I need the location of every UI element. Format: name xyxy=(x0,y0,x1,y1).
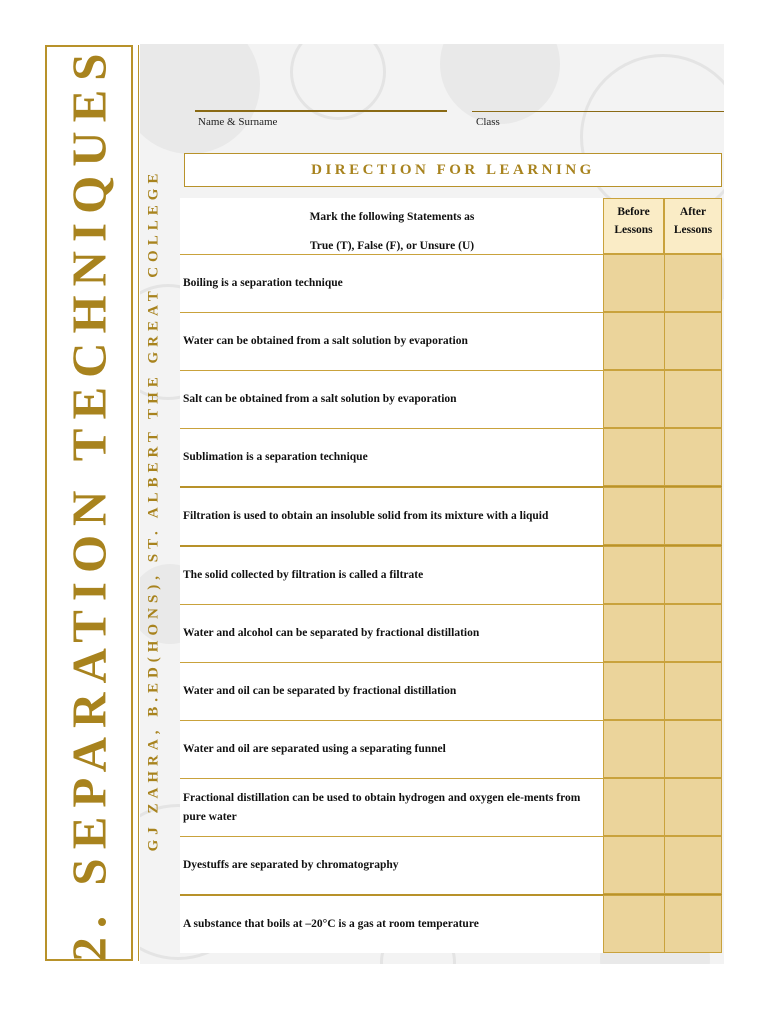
statement-text: Boiling is a separation technique xyxy=(183,277,343,289)
after-answer-cell[interactable] xyxy=(664,312,722,370)
sidebar-divider xyxy=(138,45,139,961)
table-header xyxy=(180,198,722,254)
table-row xyxy=(180,662,722,720)
before-answer-cell[interactable] xyxy=(603,778,665,836)
direction-heading: DIRECTION FOR LEARNING xyxy=(184,153,722,187)
before-answer-cell[interactable] xyxy=(603,836,665,894)
table-row xyxy=(180,836,722,894)
table-row xyxy=(180,428,722,486)
after-answer-cell[interactable] xyxy=(664,720,722,778)
statement-text: Filtration is used to obtain an insoluble solid from its mixture with a liquid xyxy=(183,510,549,522)
class-label: Class xyxy=(476,116,500,128)
statement-text: Water and oil are separated using a separating funnel xyxy=(183,743,446,755)
instruction-line-1: Mark the following Statements as xyxy=(309,211,475,223)
instruction-line-2: True (T), False (F), or Unsure (U) xyxy=(309,240,475,252)
instructions xyxy=(180,203,604,261)
after-answer-cell[interactable] xyxy=(664,370,722,428)
before-answer-cell[interactable] xyxy=(603,895,665,953)
statement-text: Salt can be obtained from a salt solution by evaporation xyxy=(183,393,457,405)
after-lessons-header: After Lessons xyxy=(664,198,722,254)
statement-text: Sublimation is a separation technique xyxy=(183,451,368,463)
after-answer-cell[interactable] xyxy=(664,546,722,604)
table-row xyxy=(180,604,722,662)
before-lessons-header: Before Lessons xyxy=(603,198,664,254)
after-answer-cell[interactable] xyxy=(664,604,722,662)
statement-text: Dyestuffs are separated by chromatography xyxy=(183,859,399,871)
after-answer-cell[interactable] xyxy=(664,662,722,720)
statement-text: The solid collected by filtration is called a filtrate xyxy=(183,569,424,581)
after-answer-cell[interactable] xyxy=(664,778,722,836)
after-answer-cell[interactable] xyxy=(664,428,722,486)
before-answer-cell[interactable] xyxy=(603,720,665,778)
table-row xyxy=(180,778,722,836)
statements-table xyxy=(180,198,722,953)
before-answer-cell[interactable] xyxy=(603,370,665,428)
table-row xyxy=(180,254,722,312)
before-answer-cell[interactable] xyxy=(603,662,665,720)
after-answer-cell[interactable] xyxy=(664,895,722,953)
statement-text: Water can be obtained from a salt solution by evaporation xyxy=(183,335,468,347)
author-credit: GJ ZAHRA, B.ED(HONS), ST. ALBERT THE GREAT COLLEGE xyxy=(145,168,162,852)
before-answer-cell[interactable] xyxy=(603,487,665,545)
after-answer-cell[interactable] xyxy=(664,487,722,545)
before-answer-cell[interactable] xyxy=(603,604,665,662)
table-row xyxy=(180,894,722,953)
statement-text: Water and oil can be separated by fractional distillation xyxy=(183,685,457,697)
table-row xyxy=(180,545,722,604)
after-answer-cell[interactable] xyxy=(664,836,722,894)
before-answer-cell[interactable] xyxy=(603,546,665,604)
statement-text: A substance that boils at –20°C is a gas at room temperature xyxy=(183,918,479,930)
name-line xyxy=(195,110,447,112)
class-line xyxy=(472,111,724,112)
name-label: Name & Surname xyxy=(198,116,278,128)
before-answer-cell[interactable] xyxy=(603,428,665,486)
table-row xyxy=(180,312,722,370)
page-title: 2. SEPARATION TECHNIQUES xyxy=(61,44,117,962)
statement-text: Fractional distillation can be used to obtain hydrogen and oxygen ele-ments from pure water xyxy=(183,791,581,823)
after-answer-cell[interactable] xyxy=(664,254,722,312)
before-answer-cell[interactable] xyxy=(603,312,665,370)
statement-text: Water and alcohol can be separated by fractional distillation xyxy=(183,627,480,639)
table-row xyxy=(180,720,722,778)
before-answer-cell[interactable] xyxy=(603,254,665,312)
table-row xyxy=(180,370,722,428)
table-row xyxy=(180,486,722,545)
